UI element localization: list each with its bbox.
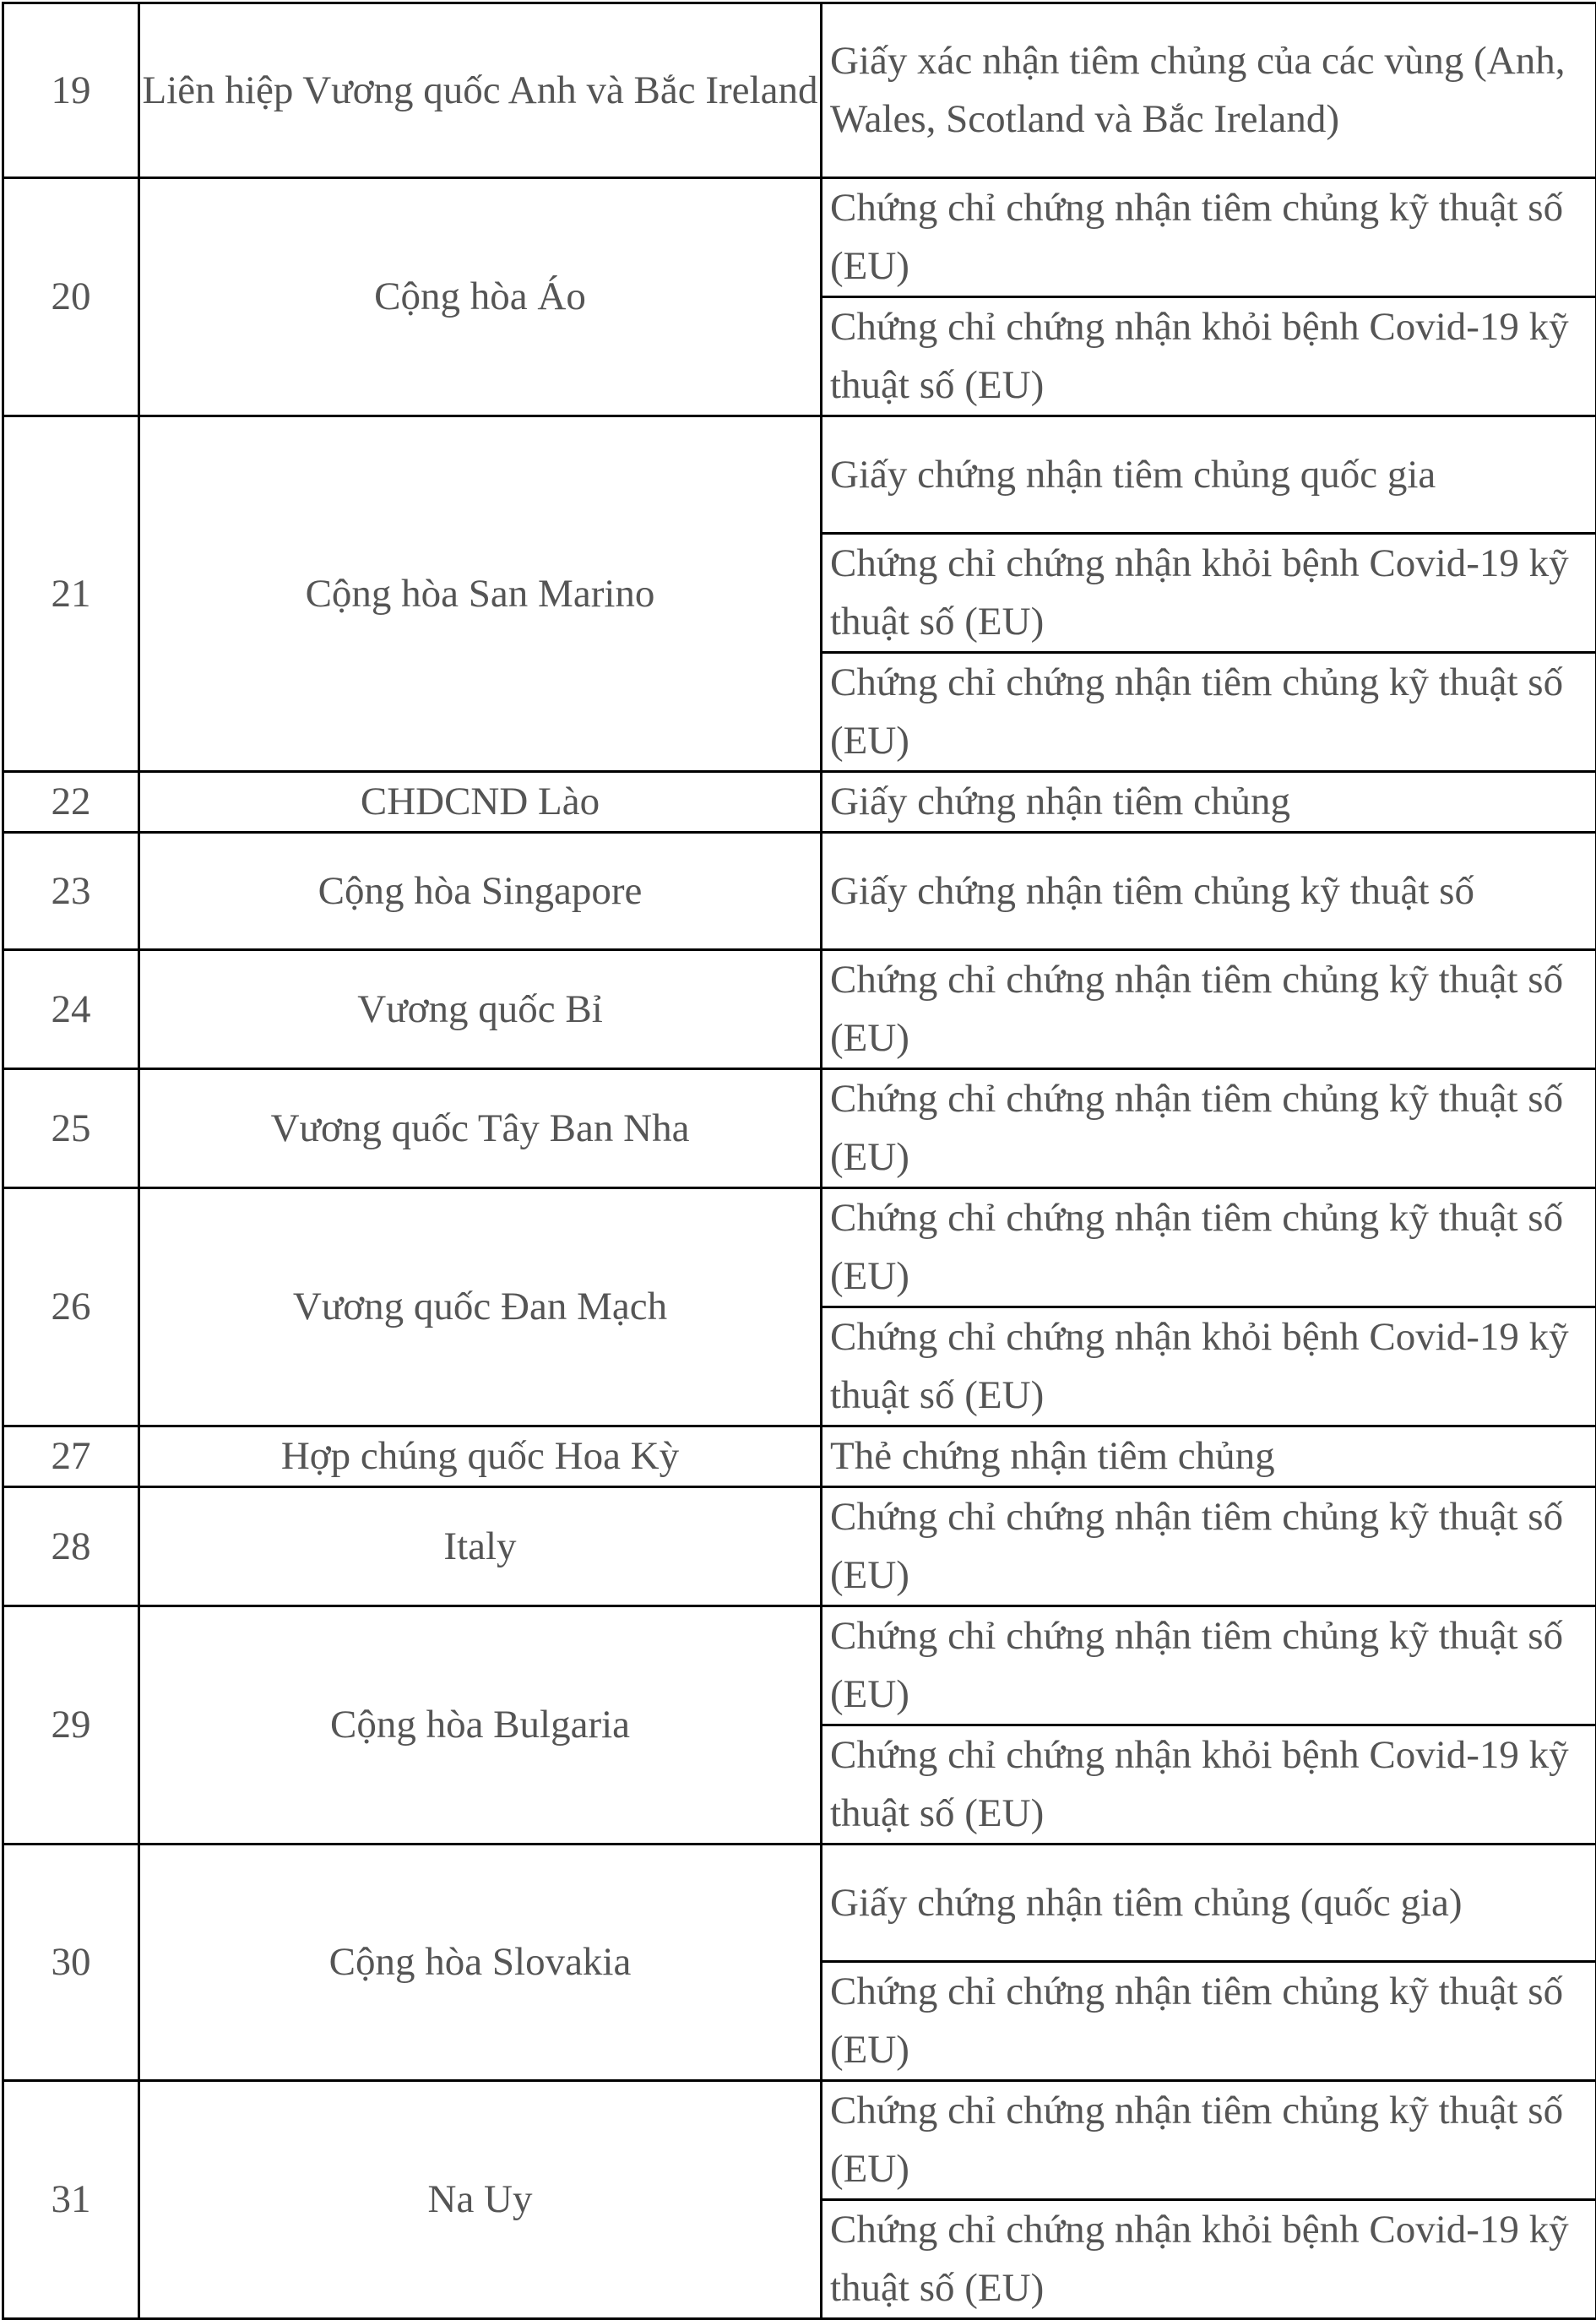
table-row — [3, 416, 1596, 534]
certificate-type: Chứng chỉ chứng nhận khỏi bệnh Covid-19 kỹ thuật số (EU) — [822, 534, 1596, 653]
row-number: 24 — [3, 950, 139, 1069]
certificate-type: Chứng chỉ chứng nhận tiêm chủng kỹ thuật số (EU) — [822, 1606, 1596, 1725]
certificate-type: Chứng chỉ chứng nhận khỏi bệnh Covid-19 kỹ thuật số (EU) — [822, 297, 1596, 416]
table-row — [3, 3, 1596, 178]
row-number: 22 — [3, 772, 139, 833]
row-number: 31 — [3, 2081, 139, 2319]
country-name: Vương quốc Tây Ban Nha — [139, 1069, 822, 1188]
row-number: 30 — [3, 1845, 139, 2081]
table-row — [3, 2081, 1596, 2200]
certificate-type: Chứng chỉ chứng nhận khỏi bệnh Covid-19 kỹ thuật số (EU) — [822, 2200, 1596, 2319]
row-number: 20 — [3, 178, 139, 416]
country-name: Italy — [139, 1487, 822, 1606]
country-name: Hợp chúng quốc Hoa Kỳ — [139, 1426, 822, 1487]
row-number: 29 — [3, 1606, 139, 1845]
table-body — [3, 3, 1596, 2319]
table-row — [3, 772, 1596, 833]
certificate-type: Chứng chỉ chứng nhận khỏi bệnh Covid-19 kỹ thuật số (EU) — [822, 1725, 1596, 1845]
table-row — [3, 178, 1596, 297]
table-row — [3, 950, 1596, 1069]
table-row — [3, 1487, 1596, 1606]
vaccine-certificate-table — [2, 2, 1596, 2320]
table-row — [3, 1845, 1596, 1962]
row-number: 23 — [3, 833, 139, 950]
certificate-type: Giấy chứng nhận tiêm chủng — [822, 772, 1596, 833]
certificate-type: Chứng chỉ chứng nhận tiêm chủng kỹ thuật số (EU) — [822, 1487, 1596, 1606]
table-row — [3, 1188, 1596, 1307]
certificate-type: Chứng chỉ chứng nhận tiêm chủng kỹ thuật số (EU) — [822, 2081, 1596, 2200]
table-row — [3, 1606, 1596, 1725]
certificate-type: Chứng chỉ chứng nhận tiêm chủng kỹ thuật số (EU) — [822, 653, 1596, 772]
certificate-type: Chứng chỉ chứng nhận tiêm chủng kỹ thuật số (EU) — [822, 1069, 1596, 1188]
country-name: Liên hiệp Vương quốc Anh và Bắc Ireland — [139, 3, 822, 178]
row-number: 27 — [3, 1426, 139, 1487]
row-number: 25 — [3, 1069, 139, 1188]
certificate-type: Giấy chứng nhận tiêm chủng kỹ thuật số — [822, 833, 1596, 950]
country-name: Cộng hòa Singapore — [139, 833, 822, 950]
certificate-type: Chứng chỉ chứng nhận khỏi bệnh Covid-19 kỹ thuật số (EU) — [822, 1307, 1596, 1426]
row-number: 26 — [3, 1188, 139, 1426]
country-name: Cộng hòa San Marino — [139, 416, 822, 772]
country-name: Cộng hòa Áo — [139, 178, 822, 416]
country-name: Vương quốc Bỉ — [139, 950, 822, 1069]
certificate-type: Giấy xác nhận tiêm chủng của các vùng (Anh, Wales, Scotland và Bắc Ireland) — [822, 3, 1596, 178]
certificate-type: Chứng chỉ chứng nhận tiêm chủng kỹ thuật số (EU) — [822, 1962, 1596, 2081]
country-name: Na Uy — [139, 2081, 822, 2319]
certificate-type: Chứng chỉ chứng nhận tiêm chủng kỹ thuật số (EU) — [822, 950, 1596, 1069]
country-name: Vương quốc Đan Mạch — [139, 1188, 822, 1426]
table-row — [3, 1426, 1596, 1487]
certificate-type: Thẻ chứng nhận tiêm chủng — [822, 1426, 1596, 1487]
row-number: 28 — [3, 1487, 139, 1606]
row-number: 19 — [3, 3, 139, 178]
certificate-type: Giấy chứng nhận tiêm chủng (quốc gia) — [822, 1845, 1596, 1962]
row-number: 21 — [3, 416, 139, 772]
country-name: Cộng hòa Bulgaria — [139, 1606, 822, 1845]
certificate-type: Chứng chỉ chứng nhận tiêm chủng kỹ thuật số (EU) — [822, 178, 1596, 297]
certificate-type: Chứng chỉ chứng nhận tiêm chủng kỹ thuật số (EU) — [822, 1188, 1596, 1307]
certificate-type: Giấy chứng nhận tiêm chủng quốc gia — [822, 416, 1596, 534]
table-row — [3, 833, 1596, 950]
table-row — [3, 1069, 1596, 1188]
country-name: CHDCND Lào — [139, 772, 822, 833]
country-name: Cộng hòa Slovakia — [139, 1845, 822, 2081]
